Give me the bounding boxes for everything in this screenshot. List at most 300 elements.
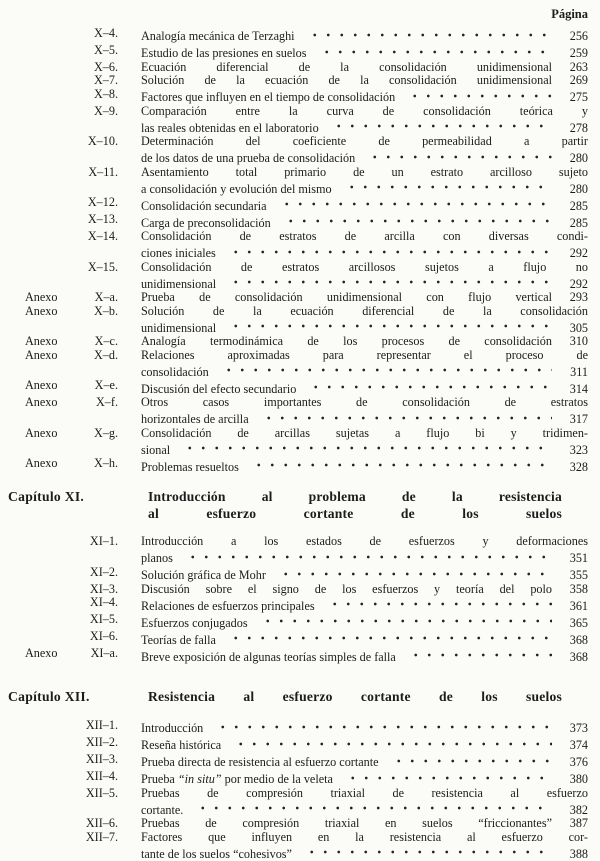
entry-lines — [118, 88, 588, 105]
page-number: 278 — [560, 122, 588, 136]
entry-line — [141, 362, 588, 379]
chapter-title — [148, 489, 588, 522]
entry-title-text: ciones iniciales — [141, 247, 216, 261]
entry-anexo-label: Anexo — [0, 379, 70, 396]
entry-title-text — [141, 773, 333, 787]
entry-line — [141, 44, 588, 61]
entry-lines — [118, 770, 588, 787]
entry-lines — [118, 427, 588, 458]
entry-title-text: Esfuerzos conjugados — [141, 617, 248, 631]
dot-leader — [182, 549, 552, 563]
entry-lines — [118, 196, 588, 213]
entry-line — [141, 457, 588, 474]
entry-title-text: planos — [141, 552, 173, 566]
page-number: 388 — [560, 848, 588, 861]
entry-line — [141, 831, 588, 845]
dot-leader — [230, 736, 552, 750]
page-number: 374 — [560, 739, 588, 753]
entry-lines — [118, 396, 588, 427]
entry-line — [141, 74, 588, 88]
entry-number-label: X–8. — [70, 88, 118, 105]
entry-number-label: XII–1. — [70, 719, 118, 736]
entry-title-text: Pruebas de compresión triaxial en suelos “friccionantes” — [141, 817, 552, 831]
entry-number-label: XI–4. — [70, 596, 118, 613]
entry-line — [141, 613, 588, 630]
toc-entry — [0, 566, 588, 583]
entry-anexo-label — [0, 719, 70, 736]
entry-number-label: X–11. — [70, 166, 118, 197]
entry-anexo-label — [0, 770, 70, 787]
entry-anexo-label — [0, 831, 70, 861]
entry-line — [141, 27, 588, 44]
entry-line — [141, 196, 588, 213]
entry-anexo-label — [0, 535, 70, 566]
entry-number-label: X–6. — [70, 61, 118, 75]
entry-title-text: a consolidación y evolución del mismo — [141, 183, 332, 197]
page-number: 280 — [560, 152, 588, 166]
toc-entry — [0, 719, 588, 736]
toc-entry — [0, 105, 588, 136]
toc-entry — [0, 535, 588, 566]
entry-lines — [118, 166, 588, 197]
entry-line — [141, 549, 588, 566]
page-number: 259 — [560, 47, 588, 61]
toc-entry — [0, 817, 588, 831]
chapter-label: Capítulo XII. — [0, 689, 148, 706]
entry-number-label: XII–5. — [70, 787, 118, 818]
dot-leader — [218, 362, 552, 376]
entry-number-label: XI–6. — [70, 630, 118, 647]
entry-title-segment: por medio de la veleta — [222, 773, 333, 786]
entry-title-text: Solución gráfica de Mohr — [141, 569, 266, 583]
entry-line — [141, 335, 588, 349]
entry-title-text: Consolidación de estratos de arcilla con diversas condi- — [141, 230, 588, 244]
entry-anexo-label — [0, 787, 70, 818]
entry-number-label: XI–3. — [70, 583, 118, 597]
entry-lines — [118, 135, 588, 166]
entry-title-text: unidimensional — [141, 322, 216, 336]
toc-entry — [0, 135, 588, 166]
dot-leader — [364, 149, 552, 163]
entry-anexo-label: Anexo — [0, 291, 70, 305]
entry-number-label: X–9. — [70, 105, 118, 136]
dot-leader — [305, 379, 552, 393]
toc-entry — [0, 44, 588, 61]
entry-number-label: X–10. — [70, 135, 118, 166]
page-number: 368 — [560, 634, 588, 648]
entry-number-label: X–f. — [70, 396, 118, 427]
entry-number-label: X–h. — [70, 457, 118, 474]
entry-number-label: X–12. — [70, 196, 118, 213]
dot-leader — [225, 244, 552, 258]
entry-line — [141, 88, 588, 105]
entry-number-label: X–a. — [70, 291, 118, 305]
dot-leader — [316, 44, 552, 58]
dot-leader — [225, 630, 552, 644]
entry-anexo-label — [0, 230, 70, 261]
dot-leader — [280, 213, 552, 227]
entry-title-text: Prueba de consolidación unidimensional con flujo vertical — [141, 291, 552, 305]
toc-entry — [0, 261, 588, 292]
chapter-title — [148, 689, 588, 706]
dot-leader — [328, 118, 552, 132]
chapter-title-line: Resistencia al esfuerzo cortante de los suelos — [148, 689, 588, 706]
page-number: 314 — [560, 383, 588, 397]
page-number: 305 — [560, 322, 588, 336]
entry-line — [141, 410, 588, 427]
entry-title-text: Analogía mecánica de Terzaghi — [141, 30, 295, 44]
entry-anexo-label — [0, 261, 70, 292]
entry-title-text: Consolidación de arcillas sujetas a flujo bi y tridimen- — [141, 427, 588, 441]
entry-line — [141, 179, 588, 196]
entry-title-text: Relaciones aproximadas para representar el proceso de — [141, 349, 588, 363]
page-number: 293 — [560, 291, 588, 305]
entry-lines — [118, 535, 588, 566]
page-number: 317 — [560, 413, 588, 427]
toc-entry — [0, 770, 588, 787]
entry-anexo-label: Anexo — [0, 335, 70, 349]
toc-entry — [0, 291, 588, 305]
entry-anexo-label — [0, 74, 70, 88]
entry-title-text: Problemas resueltos — [141, 461, 239, 475]
entry-anexo-label: Anexo — [0, 396, 70, 427]
toc-entry — [0, 379, 588, 396]
entry-anexo-label — [0, 817, 70, 831]
toc-entry — [0, 630, 588, 647]
dot-leader — [258, 410, 552, 424]
entry-line — [141, 244, 588, 261]
entry-title-text: Teorías de falla — [141, 634, 216, 648]
entry-line — [141, 274, 588, 291]
dot-leader — [248, 457, 552, 471]
entry-line — [141, 166, 588, 180]
entry-title-text: Factores que influyen en el tiempo de consolidación — [141, 91, 395, 105]
dot-leader — [276, 196, 552, 210]
entry-lines — [118, 817, 588, 831]
chapter-title-line: al esfuerzo cortante de los suelos — [148, 506, 588, 523]
entry-anexo-label: Anexo — [0, 349, 70, 380]
entry-line — [141, 596, 588, 613]
entry-title-text: Estudio de las presiones en suelos — [141, 47, 307, 61]
entry-title-text: horizontales de arcilla — [141, 413, 249, 427]
entry-line — [141, 149, 588, 166]
entry-lines — [118, 831, 588, 861]
entry-number-label: X–b. — [70, 305, 118, 336]
entry-title-text: Ecuación diferencial de la consolidación unidimensional — [141, 61, 552, 75]
toc-entry — [0, 596, 588, 613]
dot-leader — [388, 753, 552, 767]
entry-anexo-label — [0, 213, 70, 230]
entry-lines — [118, 230, 588, 261]
page-number: 310 — [560, 335, 588, 349]
entry-anexo-label — [0, 630, 70, 647]
dot-leader — [404, 88, 552, 102]
entry-title-text: Determinación del coeficiente de permeabilidad a partir — [141, 135, 588, 149]
page-number: 376 — [560, 756, 588, 770]
entry-title-text: Introducción — [141, 722, 203, 736]
dot-leader — [257, 613, 552, 627]
entry-line — [141, 427, 588, 441]
entry-lines — [118, 457, 588, 474]
entry-title-italic-segment: “in situ” — [178, 773, 222, 786]
entry-lines — [118, 27, 588, 44]
entry-anexo-label — [0, 61, 70, 75]
entry-lines — [118, 105, 588, 136]
page-number: 292 — [560, 278, 588, 292]
toc-entry — [0, 787, 588, 818]
toc-entry — [0, 305, 588, 336]
entry-line — [141, 817, 588, 831]
dot-leader — [179, 440, 552, 454]
page-number: 323 — [560, 444, 588, 458]
entry-line — [141, 135, 588, 149]
entry-anexo-label — [0, 166, 70, 197]
entry-title-text: unidimensional — [141, 278, 216, 292]
toc-entry — [0, 396, 588, 427]
entry-line — [141, 844, 588, 861]
entry-lines — [118, 787, 588, 818]
entry-lines — [118, 583, 588, 597]
entry-lines — [118, 213, 588, 230]
entry-line — [141, 800, 588, 817]
entry-line — [141, 647, 588, 664]
entry-number-label: XI–a. — [70, 647, 118, 664]
dot-leader — [275, 566, 552, 580]
entry-lines — [118, 61, 588, 75]
dot-leader — [304, 27, 552, 41]
entry-number-label: X–5. — [70, 44, 118, 61]
entry-number-label: X–d. — [70, 349, 118, 380]
page-number: 311 — [560, 366, 588, 380]
page-number: 256 — [560, 30, 588, 44]
entry-lines — [118, 44, 588, 61]
entry-anexo-label — [0, 105, 70, 136]
table-of-contents — [0, 27, 588, 861]
entry-anexo-label: Anexo — [0, 647, 70, 664]
entry-anexo-label — [0, 596, 70, 613]
entry-title-text: Otros casos importantes de consolidación de estratos — [141, 396, 588, 410]
entry-number-label: XII–2. — [70, 736, 118, 753]
entry-anexo-label — [0, 583, 70, 597]
dot-leader — [212, 719, 552, 733]
toc-entry — [0, 736, 588, 753]
entry-line — [141, 770, 588, 787]
entry-lines — [118, 566, 588, 583]
toc-entry — [0, 166, 588, 197]
dot-leader — [342, 770, 552, 784]
entry-number-label: X–4. — [70, 27, 118, 44]
entry-anexo-label — [0, 196, 70, 213]
entry-lines — [118, 379, 588, 396]
toc-entry — [0, 27, 588, 44]
entry-title-segment: Prueba — [141, 773, 178, 786]
toc-entry — [0, 349, 588, 380]
entry-line — [141, 305, 588, 319]
page-number: 269 — [560, 74, 588, 88]
entry-title-text: Relaciones de esfuerzos principales — [141, 600, 315, 614]
entry-line — [141, 105, 588, 119]
page-number: 285 — [560, 200, 588, 214]
entry-title-text: Breve exposición de algunas teorías simples de falla — [141, 651, 396, 665]
entry-number-label: XII–3. — [70, 753, 118, 770]
entry-anexo-label — [0, 44, 70, 61]
entry-line — [141, 61, 588, 75]
entry-title-text: Comparación entre la curva de consolidación teórica y — [141, 105, 588, 119]
entry-title-text: Factores que influyen en la resistencia al esfuerzo cor- — [141, 831, 588, 845]
entry-number-label: X–13. — [70, 213, 118, 230]
page-number: 285 — [560, 217, 588, 231]
entry-anexo-label — [0, 566, 70, 583]
entry-title-text: sional — [141, 444, 170, 458]
toc-entry — [0, 457, 588, 474]
entry-line — [141, 535, 588, 549]
entry-lines — [118, 349, 588, 380]
entry-line — [141, 396, 588, 410]
page-number: 380 — [560, 773, 588, 787]
entry-lines — [118, 719, 588, 736]
entry-title-text: Prueba directa de resistencia al esfuerzo cortante — [141, 756, 379, 770]
entry-title-text: Asentamiento total primario de un estrato arcilloso sujeto — [141, 166, 588, 180]
dot-leader — [225, 274, 552, 288]
entry-number-label: XII–7. — [70, 831, 118, 861]
page-number: 361 — [560, 600, 588, 614]
entry-lines — [118, 613, 588, 630]
entry-lines — [118, 647, 588, 664]
entry-lines — [118, 305, 588, 336]
entry-anexo-label — [0, 27, 70, 44]
page-number: 373 — [560, 722, 588, 736]
entry-title-text: Reseña histórica — [141, 739, 221, 753]
chapter-label: Capítulo XI. — [0, 489, 148, 522]
page-number: 263 — [560, 61, 588, 75]
entry-title-text: consolidación — [141, 366, 209, 380]
entry-line — [141, 318, 588, 335]
page-number: 328 — [560, 461, 588, 475]
entry-number-label: X–7. — [70, 74, 118, 88]
entry-anexo-label — [0, 135, 70, 166]
entry-line — [141, 379, 588, 396]
toc-entry — [0, 230, 588, 261]
entry-number-label: XI–5. — [70, 613, 118, 630]
entry-title-text: tante de los suelos “cohesivos” — [141, 848, 292, 861]
page-number: 292 — [560, 247, 588, 261]
toc-entry — [0, 613, 588, 630]
page-number: 351 — [560, 552, 588, 566]
page-number: 368 — [560, 651, 588, 665]
toc-entry — [0, 335, 588, 349]
entry-line — [141, 213, 588, 230]
page-number: 275 — [560, 91, 588, 105]
entry-line — [141, 118, 588, 135]
entry-line — [141, 440, 588, 457]
dot-leader — [341, 179, 552, 193]
page-number: 280 — [560, 183, 588, 197]
entry-number-label: XII–4. — [70, 770, 118, 787]
entry-title-text: Consolidación de estratos arcillosos sujetos a flujo no — [141, 261, 588, 275]
entry-number-label: X–e. — [70, 379, 118, 396]
entry-lines — [118, 630, 588, 647]
page-header — [0, 8, 588, 22]
entry-lines — [118, 291, 588, 305]
toc-entry — [0, 427, 588, 458]
dot-leader — [324, 596, 552, 610]
entry-line — [141, 719, 588, 736]
entry-line — [141, 736, 588, 753]
dot-leader — [405, 647, 552, 661]
entry-anexo-label: Anexo — [0, 457, 70, 474]
dot-leader — [192, 800, 552, 814]
entry-title-text: Introducción a los estados de esfuerzos y deformaciones — [141, 535, 588, 549]
entry-title-text: Carga de preconsolidación — [141, 217, 271, 231]
chapter-heading — [0, 489, 588, 522]
page-number: 358 — [560, 583, 588, 597]
entry-line — [141, 291, 588, 305]
entry-lines — [118, 736, 588, 753]
entry-line — [141, 566, 588, 583]
entry-anexo-label — [0, 736, 70, 753]
entry-title-text: Pruebas de compresión triaxial de resistencia al esfuerzo — [141, 787, 588, 801]
chapter-heading — [0, 689, 588, 706]
toc-entry — [0, 831, 588, 861]
entry-lines — [118, 335, 588, 349]
entry-line — [141, 349, 588, 363]
entry-title-text: cortante. — [141, 804, 183, 818]
entry-anexo-label: Anexo — [0, 305, 70, 336]
page-number: 355 — [560, 569, 588, 583]
entry-title-text: Consolidación secundaria — [141, 200, 267, 214]
entry-title-text: de los datos de una prueba de consolidación — [141, 152, 355, 166]
entry-title-text: Analogía termodinámica de los procesos de consolidación — [141, 335, 552, 349]
page-header-label: Página — [551, 7, 588, 21]
toc-entry — [0, 196, 588, 213]
entry-lines — [118, 596, 588, 613]
entry-number-label: X–g. — [70, 427, 118, 458]
entry-number-label: X–14. — [70, 230, 118, 261]
chapter-title-line: Introducción al problema de la resistencia — [148, 489, 588, 506]
entry-line — [141, 583, 588, 597]
toc-entry — [0, 61, 588, 75]
page-number: 387 — [560, 817, 588, 831]
entry-anexo-label — [0, 613, 70, 630]
toc-entry — [0, 213, 588, 230]
entry-title-text: Solución de la ecuación diferencial de la consolidación — [141, 305, 588, 319]
entry-line — [141, 787, 588, 801]
entry-title-text: Discusión del efecto secundario — [141, 383, 296, 397]
entry-number-label: XI–1. — [70, 535, 118, 566]
entry-lines — [118, 74, 588, 88]
toc-entry — [0, 583, 588, 597]
entry-title-text: Solución de la ecuación de la consolidación unidimensional — [141, 74, 552, 88]
entry-lines — [118, 261, 588, 292]
entry-number-label: X–c. — [70, 335, 118, 349]
entry-anexo-label — [0, 88, 70, 105]
entry-line — [141, 230, 588, 244]
toc-entry — [0, 88, 588, 105]
entry-line — [141, 630, 588, 647]
entry-title-text: Discusión sobre el signo de los esfuerzos y teoría del polo — [141, 583, 552, 597]
toc-entry — [0, 74, 588, 88]
page-number: 382 — [560, 804, 588, 818]
entry-anexo-label: Anexo — [0, 427, 70, 458]
dot-leader — [301, 844, 552, 858]
entry-number-label: X–15. — [70, 261, 118, 292]
entry-title-text: las reales obtenidas en el laboratorio — [141, 122, 319, 136]
entry-number-label: XII–6. — [70, 817, 118, 831]
entry-line — [141, 261, 588, 275]
toc-entry — [0, 647, 588, 664]
entry-number-label: XI–2. — [70, 566, 118, 583]
dot-leader — [225, 318, 552, 332]
